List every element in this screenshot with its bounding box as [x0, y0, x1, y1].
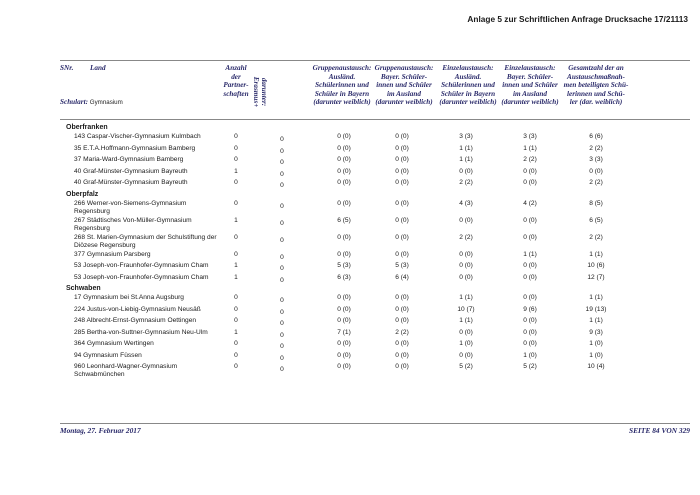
- school-name: 364 Gymnasium Wertingen: [74, 340, 154, 347]
- cell-e1: 0 (0): [459, 328, 473, 336]
- school-name: 17 Gymnasium bei St.Anna Augsburg: [74, 294, 184, 301]
- header-line: ler (dar. weiblich): [569, 98, 623, 107]
- header-line: (darunter weiblich): [313, 98, 371, 107]
- header-schulart-label: Schulart:: [60, 98, 88, 106]
- cell-g2: 0 (0): [395, 363, 409, 370]
- cell-g2: 6 (4): [395, 273, 409, 281]
- cell-e1: 0 (0): [459, 273, 473, 281]
- cell-g1: 0 (0): [337, 351, 351, 359]
- cell-e2: 0 (0): [523, 167, 537, 175]
- header-line: (darunter weiblich): [439, 98, 497, 107]
- cell-e: 0: [280, 253, 284, 261]
- cell-e: 0: [280, 343, 284, 350]
- header-line: Schüler in Bayern: [440, 89, 496, 98]
- cell-p: 0: [234, 351, 238, 359]
- cell-p: 0: [234, 133, 238, 140]
- cell-e: 0: [280, 219, 284, 227]
- cell-g2: 0 (0): [395, 317, 409, 324]
- header-line: Schülerinnen und: [441, 81, 495, 90]
- cell-p: 1: [234, 328, 238, 336]
- cell-g1: 0 (0): [337, 144, 351, 152]
- cell-p: 0: [234, 250, 238, 258]
- region-heading: Oberfranken: [66, 124, 108, 131]
- cell-e: 0: [280, 236, 284, 244]
- school-name: 268 St. Marien-Gymnasium der Schulstiftung der Diözese Regensburg: [74, 233, 217, 249]
- cell-e: 0: [280, 147, 284, 155]
- cell-e: 0: [280, 202, 284, 210]
- cell-g1: 0 (0): [337, 294, 351, 301]
- cell-e: 0: [280, 265, 284, 272]
- header-line: Gruppenaustausch:: [312, 64, 372, 72]
- cell-e2: 5 (2): [523, 363, 537, 370]
- cell-p: 1: [234, 216, 238, 224]
- cell-e2: 0 (0): [523, 216, 537, 224]
- header-group-foreign: [306, 64, 378, 107]
- school-name: 960 Leonhard-Wagner-Gymnasium Schwabmünchen: [74, 363, 178, 378]
- cell-g2: 2 (2): [395, 328, 409, 336]
- cell-e: 0: [280, 276, 284, 284]
- header-line: Austauschmaßnah-: [567, 72, 625, 81]
- cell-g1: 0 (0): [337, 305, 351, 313]
- cell-e1: 0 (0): [459, 351, 473, 359]
- footer-date: Montag, 27. Februar 2017: [60, 426, 141, 435]
- cell-t: 19 (13): [585, 305, 607, 313]
- header-line: schaften: [223, 89, 249, 98]
- school-name: 37 Maria-Ward-Gymnasium Bamberg: [74, 156, 184, 163]
- cell-t: 3 (3): [589, 156, 603, 163]
- cell-p: 1: [234, 273, 238, 281]
- cell-e: 0: [280, 182, 284, 189]
- header-line: Schülerinnen und: [315, 81, 369, 90]
- school-name: 53 Joseph-von-Fraunhofer-Gymnasium Cham: [74, 273, 209, 281]
- header-single-foreign: [434, 64, 502, 107]
- header-schulart: [60, 98, 123, 108]
- header-line: (darunter weiblich): [501, 98, 559, 107]
- header-line: Gruppenaustausch:: [374, 64, 434, 72]
- cell-p: 0: [234, 363, 238, 370]
- cell-e2: 1 (0): [523, 351, 537, 359]
- header-total: [558, 64, 634, 107]
- header-erasmus: [252, 70, 268, 114]
- school-name: 94 Gymnasium Füssen: [74, 351, 142, 359]
- region-heading: Oberpfalz: [66, 190, 99, 198]
- cell-e: 0: [280, 308, 284, 316]
- cell-g1: 0 (0): [337, 179, 351, 186]
- header-line: Erasmus+: [252, 76, 260, 108]
- cell-e1: 1 (1): [459, 317, 473, 324]
- header-group-bavarian: [370, 64, 438, 107]
- school-name: 53 Joseph-von-Fraunhofer-Gymnasium Cham: [74, 262, 209, 269]
- cell-g2: 0 (0): [395, 351, 409, 359]
- header-line: Einzelaustausch:: [442, 64, 494, 72]
- cell-e: 0: [280, 331, 284, 339]
- header-schulart-value: Gymnasium: [89, 99, 123, 106]
- cell-t: 2 (2): [589, 179, 603, 186]
- cell-e: 0: [280, 354, 284, 362]
- cell-g1: 0 (0): [337, 233, 351, 241]
- cell-e2: 1 (1): [523, 250, 537, 258]
- cell-t: 8 (5): [589, 199, 603, 207]
- header-line: im Ausland: [513, 89, 547, 98]
- cell-e1: 0 (0): [459, 262, 473, 269]
- header-line: Ausländ.: [454, 72, 482, 81]
- cell-g2: 0 (0): [395, 250, 409, 258]
- cell-g1: 0 (0): [337, 199, 351, 207]
- cell-t: 10 (6): [587, 262, 605, 269]
- cell-e1: 10 (7): [457, 305, 475, 313]
- cell-e1: 0 (0): [459, 167, 473, 175]
- cell-t: 12 (7): [587, 273, 605, 281]
- header-line: Partner-: [223, 81, 249, 90]
- cell-e1: 2 (2): [459, 179, 473, 186]
- cell-p: 0: [234, 179, 238, 186]
- header-line: Schüler in Bayern: [314, 89, 370, 98]
- cell-g2: 0 (0): [395, 167, 409, 175]
- school-name: 40 Graf-Münster-Gymnasium Bayreuth: [74, 179, 188, 186]
- cell-p: 0: [234, 199, 238, 207]
- cell-e2: 3 (3): [523, 133, 537, 140]
- cell-e1: 3 (3): [459, 133, 473, 140]
- cell-g1: 0 (0): [337, 133, 351, 140]
- header-line: der: [231, 72, 241, 81]
- header-line: im Ausland: [387, 89, 421, 98]
- cell-e2: 0 (0): [523, 317, 537, 324]
- cell-g1: 5 (3): [337, 262, 351, 269]
- cell-g1: 6 (5): [337, 216, 351, 224]
- cell-t: 1 (1): [589, 250, 603, 258]
- cell-e1: 1 (1): [459, 144, 473, 152]
- cell-g1: 0 (0): [337, 340, 351, 347]
- cell-g2: 0 (0): [395, 179, 409, 186]
- cell-g2: 0 (0): [395, 305, 409, 313]
- cell-g2: 5 (3): [395, 262, 409, 269]
- cell-p: 0: [234, 233, 238, 241]
- cell-g2: 0 (0): [395, 216, 409, 224]
- school-name: 267 Städtisches Von-Müller-Gymnasium Regensburg: [74, 216, 192, 232]
- cell-g2: 0 (0): [395, 144, 409, 152]
- cell-t: 1 (0): [589, 340, 603, 347]
- cell-e2: 0 (0): [523, 233, 537, 241]
- header-line: Anzahl: [225, 64, 247, 72]
- header-line: Gesamtzahl der an: [568, 64, 624, 72]
- cell-e1: 5 (2): [459, 363, 473, 370]
- cell-t: 1 (1): [589, 317, 603, 324]
- cell-g2: 0 (0): [395, 199, 409, 207]
- cell-t: 10 (4): [587, 363, 605, 370]
- cell-e2: 0 (0): [523, 262, 537, 269]
- footer-divider: [60, 423, 690, 424]
- footer-page: SEITE 84 VON 329: [629, 426, 690, 435]
- school-name: 248 Albrecht-Ernst-Gymnasium Oettingen: [74, 317, 197, 324]
- cell-e2: 1 (1): [523, 144, 537, 152]
- header-line: lerinnen und Schü-: [567, 89, 625, 98]
- school-name: 377 Gymnasium Parsberg: [74, 250, 151, 258]
- cell-e1: 0 (0): [459, 216, 473, 224]
- document-reference: Anlage 5 zur Schriftlichen Anfrage Drucksache 17/21113: [467, 14, 688, 24]
- cell-e: 0: [280, 159, 284, 166]
- school-name: 35 E.T.A.Hoffmann-Gymnasium Bamberg: [74, 144, 196, 152]
- cell-e: 0: [280, 297, 284, 304]
- cell-e2: 0 (0): [523, 179, 537, 186]
- cell-t: 2 (2): [589, 144, 603, 152]
- cell-p: 0: [234, 340, 238, 347]
- header-line: innen und Schüler: [376, 81, 432, 90]
- header-line: men beteiligten Schü-: [563, 81, 629, 90]
- cell-g1: 7 (1): [337, 328, 351, 336]
- cell-e2: 4 (2): [523, 199, 537, 207]
- cell-t: 0 (0): [589, 167, 603, 175]
- school-name: 285 Bertha-von-Suttner-Gymnasium Neu-Ulm: [74, 328, 208, 336]
- header-line: Ausländ.: [328, 72, 356, 81]
- school-name: 224 Justus-von-Liebig-Gymnasium Neusäß: [74, 305, 201, 313]
- cell-t: 1 (0): [589, 351, 603, 359]
- cell-p: 0: [234, 317, 238, 324]
- header-snr: SNr.: [60, 64, 74, 72]
- cell-g2: 0 (0): [395, 294, 409, 301]
- cell-p: 1: [234, 167, 238, 175]
- cell-e1: 0 (0): [459, 250, 473, 258]
- cell-e1: 1 (0): [459, 340, 473, 347]
- school-name: 40 Graf-Münster-Gymnasium Bayreuth: [74, 167, 188, 175]
- cell-t: 6 (5): [589, 216, 603, 224]
- cell-g2: 0 (0): [395, 156, 409, 163]
- cell-e2: 0 (0): [523, 340, 537, 347]
- cell-e2: 9 (6): [523, 305, 537, 313]
- header-partner: [220, 64, 252, 98]
- cell-p: 1: [234, 262, 238, 269]
- cell-e1: 1 (1): [459, 294, 473, 301]
- cell-g1: 0 (0): [337, 250, 351, 258]
- header-line: Bayer. Schüler-: [380, 72, 428, 81]
- header-line: Einzelaustausch:: [504, 64, 556, 72]
- header-line: Bayer. Schüler-: [506, 72, 554, 81]
- cell-e1: 2 (2): [459, 233, 473, 241]
- school-name: 266 Werner-von-Siemens-Gymnasium Regensburg: [74, 199, 187, 215]
- header-land: Land: [90, 64, 106, 72]
- cell-t: 1 (1): [589, 294, 603, 301]
- cell-e: 0: [280, 366, 284, 373]
- cell-e2: 0 (0): [523, 273, 537, 281]
- cell-t: 2 (2): [589, 233, 603, 241]
- cell-g2: 0 (0): [395, 233, 409, 241]
- cell-e2: 0 (0): [523, 294, 537, 301]
- cell-e: 0: [280, 136, 284, 143]
- cell-g1: 0 (0): [337, 317, 351, 324]
- header-single-bavarian: [496, 64, 564, 107]
- cell-e: 0: [280, 170, 284, 178]
- cell-g2: 0 (0): [395, 340, 409, 347]
- cell-e1: 4 (3): [459, 199, 473, 207]
- cell-e2: 0 (0): [523, 328, 537, 336]
- cell-e1: 1 (1): [459, 156, 473, 163]
- cell-p: 0: [234, 305, 238, 313]
- cell-p: 0: [234, 156, 238, 163]
- cell-t: 9 (3): [589, 328, 603, 336]
- header-line: innen und Schüler: [502, 81, 558, 90]
- cell-e: 0: [280, 320, 284, 327]
- cell-p: 0: [234, 144, 238, 152]
- cell-g1: 0 (0): [337, 167, 351, 175]
- cell-g2: 0 (0): [395, 133, 409, 140]
- cell-g1: 0 (0): [337, 363, 351, 370]
- cell-g1: 6 (3): [337, 273, 351, 281]
- header-line: darunter:: [260, 77, 268, 107]
- region-heading: Schwaben: [66, 285, 101, 292]
- school-name: 143 Caspar-Vischer-Gymnasium Kulmbach: [74, 133, 201, 140]
- cell-p: 0: [234, 294, 238, 301]
- cell-g1: 0 (0): [337, 156, 351, 163]
- cell-t: 6 (6): [589, 133, 603, 140]
- cell-e2: 2 (2): [523, 156, 537, 163]
- header-line: (darunter weiblich): [375, 98, 433, 107]
